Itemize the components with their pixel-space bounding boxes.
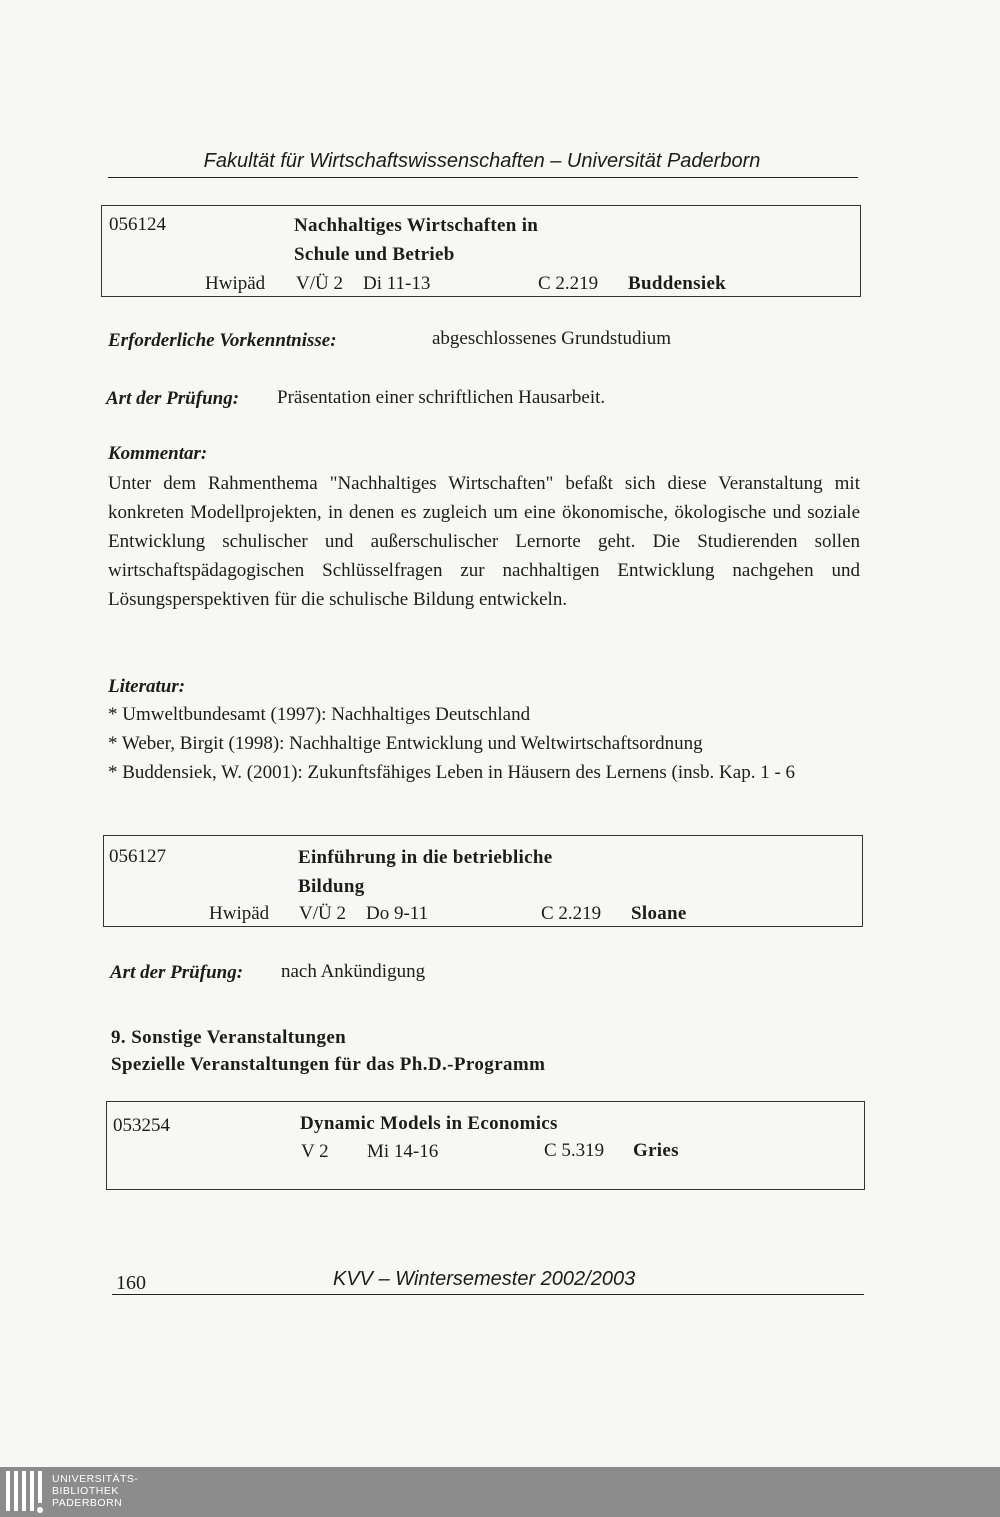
- course-room: C 5.319: [544, 1140, 605, 1161]
- course-number: 053254: [113, 1115, 170, 1136]
- library-logo-icon: [4, 1471, 48, 1515]
- course-title-line2: Schule und Betrieb: [294, 244, 455, 265]
- course-lecturer: Sloane: [631, 903, 687, 924]
- page-number: 160: [116, 1272, 146, 1294]
- page-header: Fakultät für Wirtschaftswissenschaften – Universität Paderborn: [203, 150, 761, 172]
- prereq-label: Erforderliche Vorkenntnisse:: [108, 330, 337, 351]
- literature-label: Literatur:: [108, 676, 186, 697]
- literature-item: * Buddensiek, W. (2001): Zukunftsfähiges Leben in Häusern des Lernens (insb. Kap. 1 - 6: [108, 762, 796, 783]
- course-room: C 2.219: [538, 273, 599, 294]
- literature-item: * Umweltbundesamt (1997): Nachhaltiges Deutschland: [108, 704, 531, 725]
- library-banner: [0, 1467, 1000, 1517]
- exam-value: nach Ankündigung: [281, 961, 426, 982]
- exam-label: Art der Prüfung:: [110, 962, 244, 983]
- comment-label: Kommentar:: [108, 443, 208, 464]
- course-title: Dynamic Models in Economics: [300, 1113, 558, 1134]
- course-box-053254: [106, 1101, 865, 1190]
- course-title-line2: Bildung: [298, 876, 365, 897]
- course-box-056127: [103, 835, 863, 927]
- footer-title: KVV – Wintersemester 2002/2003: [333, 1268, 636, 1290]
- prereq-value: abgeschlossenes Grundstudium: [432, 328, 672, 349]
- course-number: 056127: [109, 846, 166, 867]
- footer-rule: [112, 1294, 864, 1295]
- library-name: UNIVERSITÄTS- BIBLIOTHEK PADERBORN: [52, 1473, 139, 1509]
- course-lecturer: Buddensiek: [628, 273, 727, 294]
- exam-value: Präsentation einer schriftlichen Hausarbeit.: [277, 387, 606, 408]
- exam-label: Art der Prüfung:: [106, 388, 240, 409]
- course-time: Di 11-13: [363, 273, 431, 294]
- course-time: Mi 14-16: [367, 1141, 439, 1162]
- course-time: Do 9-11: [366, 903, 429, 924]
- section-heading: 9. Sonstige Veranstaltungen: [111, 1027, 347, 1048]
- course-dept: Hwipäd: [209, 903, 270, 924]
- course-box-056124: [101, 205, 861, 297]
- course-lecturer: Gries: [633, 1140, 679, 1161]
- literature-item: * Weber, Birgit (1998): Nachhaltige Entwicklung und Weltwirtschaftsordnung: [108, 733, 703, 754]
- course-title-line1: Einführung in die betriebliche: [298, 847, 553, 868]
- course-type: V 2: [301, 1141, 329, 1162]
- literature-list: [108, 700, 860, 787]
- course-type: V/Ü 2: [299, 903, 346, 924]
- comment-text: Unter dem Rahmenthema "Nachhaltiges Wirtschaften" befaßt sich diese Veranstaltung mit konkreten Modellprojekten, in denen es zugleich um eine ökonomische, ökologische und soziale Entwicklung schulischer und außerschulischer Lernorte geht. Die Studierenden sollen wirtschaftspädagogischen Schlüsselfragen zur nachhaltigen Entwicklung nachgehen und Lösungsperspektiven für die schulische Bildung entwickeln.: [108, 473, 860, 610]
- header-rule: [108, 177, 858, 178]
- course-dept: Hwipäd: [205, 273, 266, 294]
- course-type: V/Ü 2: [296, 273, 343, 294]
- course-number: 056124: [109, 214, 166, 235]
- section-subheading: Spezielle Veranstaltungen für das Ph.D.-Programm: [111, 1054, 546, 1075]
- course-room: C 2.219: [541, 903, 602, 924]
- course-title-line1: Nachhaltiges Wirtschaften in: [294, 215, 539, 236]
